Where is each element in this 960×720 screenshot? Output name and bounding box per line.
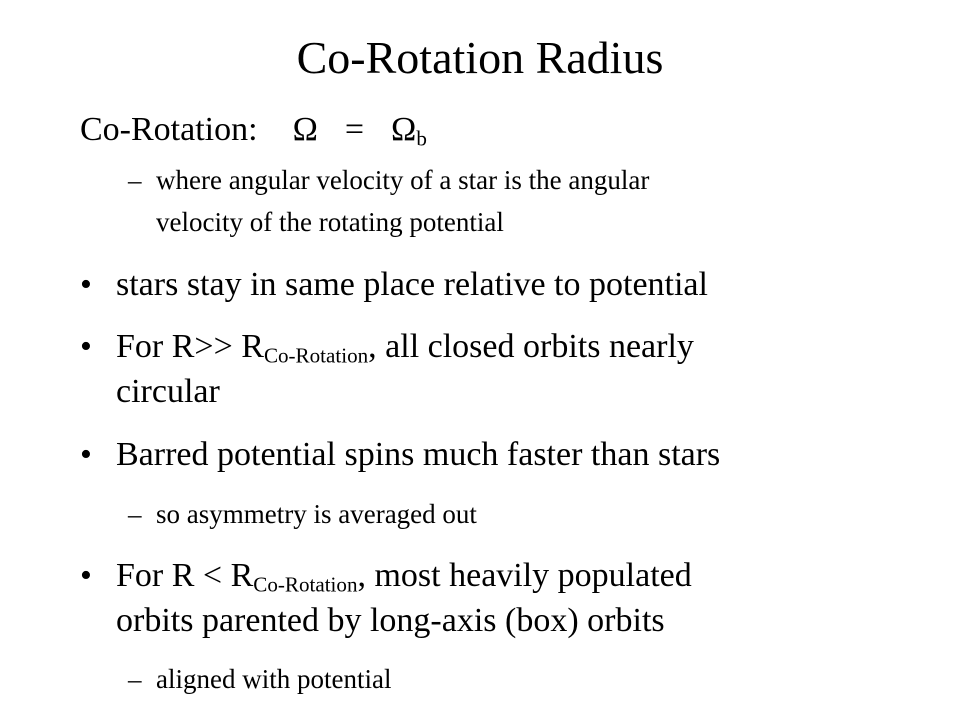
corotation-label: Co-Rotation: [80, 111, 258, 148]
sub-marker: – [128, 664, 142, 694]
sub-marker: – [128, 499, 142, 529]
bullet-small-radius [116, 556, 692, 596]
corotation-subscript: Co-Rotation [263, 343, 369, 368]
sub-point-line1: where angular velocity of a star is the angular [156, 165, 650, 195]
bullet-marker: • [80, 328, 92, 365]
bullet-large-radius [116, 327, 694, 367]
equals-sign: = [344, 111, 365, 148]
omega-b-symbol: Ω [391, 111, 417, 148]
bullet-small-radius-post: , most heavily populated [357, 557, 692, 594]
bullet-stars-stay: stars stay in same place relative to potential [116, 266, 708, 303]
bullet-large-radius-line2: circular [116, 373, 220, 410]
corotation-heading [80, 110, 427, 150]
bullet-small-radius-pre: For R < R [116, 557, 254, 594]
bullet-marker: • [80, 557, 92, 594]
bullet-barred-potential: Barred potential spins much faster than stars [116, 436, 721, 473]
bullet-large-radius-pre: For R>> R [116, 328, 264, 365]
corotation-subscript: Co-Rotation [253, 572, 358, 597]
omega-b-subscript: b [416, 126, 427, 151]
sub-point-line2: velocity of the rotating potential [156, 207, 504, 237]
bullet-large-radius-post: , all closed orbits nearly [368, 328, 694, 365]
slide-title: Co-Rotation Radius [296, 32, 664, 83]
sub-point-asymmetry: so asymmetry is averaged out [156, 499, 477, 529]
bullet-marker: • [80, 436, 92, 473]
sub-marker: – [128, 165, 142, 195]
omega-symbol: Ω [292, 111, 318, 148]
bullet-marker: • [80, 266, 92, 303]
sub-point-aligned: aligned with potential [156, 664, 392, 694]
bullet-small-radius-line2: orbits parented by long-axis (box) orbits [116, 602, 665, 639]
